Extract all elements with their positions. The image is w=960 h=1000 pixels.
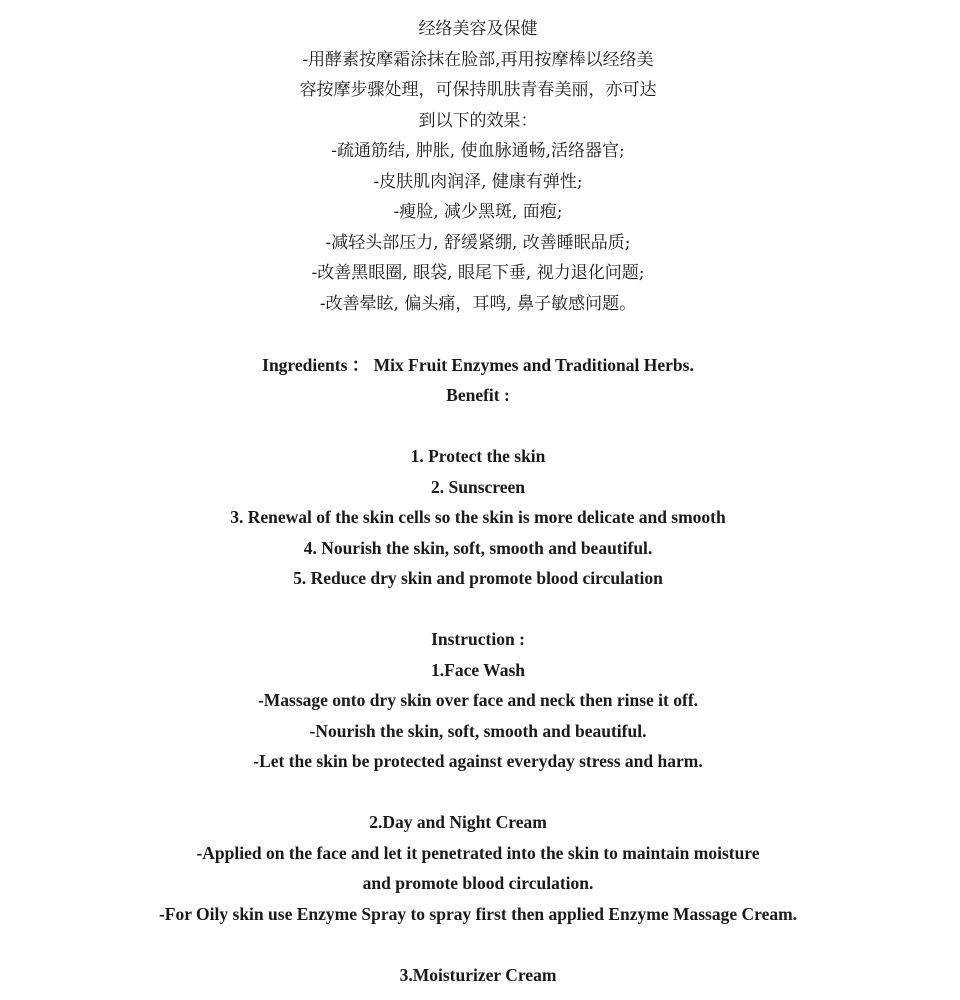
- spacer: [0, 777, 956, 808]
- chinese-line: -减轻头部压力, 舒缓紧绷, 改善睡眠品质;: [325, 232, 631, 253]
- step-line: -Nourish the skin, soft, smooth and beautiful.: [309, 720, 647, 741]
- benefit-item: 4. Nourish the skin, soft, smooth and beautiful.: [303, 537, 653, 558]
- chinese-line: -疏通筋结, 肿胀, 使血脉通畅,活络器官;: [331, 141, 625, 161]
- product-description: [0, 14, 956, 990]
- chinese-line: -皮肤肌肉润泽, 健康有弹性;: [373, 171, 583, 192]
- chinese-line: -改善黑眼圈, 眼袋, 眼尾下垂, 视力退化问题;: [311, 263, 645, 283]
- benefit-item: 3. Renewal of the skin cells so the skin is more delicate and smooth: [230, 507, 726, 527]
- benefit-heading: Benefit :: [446, 385, 510, 405]
- instruction-heading: Instruction :: [431, 629, 525, 649]
- benefit-item: 2. Sunscreen: [431, 476, 525, 497]
- step-line: -Let the skin be protected against everyday stress and harm.: [253, 751, 703, 771]
- spacer: [0, 319, 956, 350]
- ingredients-line: [0, 350, 956, 381]
- chinese-line: 到以下的效果：: [418, 110, 538, 131]
- step-title-day-night-cream: 2.Day and Night Cream: [369, 812, 547, 832]
- chinese-line: 容按摩步骤处理，可保持肌肤青春美丽，亦可达: [299, 80, 657, 100]
- spacer: [0, 929, 956, 960]
- step-line: -For Oily skin use Enzyme Spray to spray first then applied Enzyme Massage Cream.: [158, 903, 798, 924]
- chinese-line: -改善晕眩, 偏头痛，耳鸣, 鼻子敏感问题。: [319, 293, 637, 314]
- step-line: -Applied on the face and let it penetrated into the skin to maintain moisture: [196, 842, 760, 863]
- step-title-moisturizer-cream: 3.Moisturizer Cream: [399, 964, 557, 985]
- step-line: -Massage onto dry skin over face and neck then rinse it off.: [257, 690, 699, 710]
- chinese-title: 经络美容及保健: [418, 19, 538, 39]
- spacer: [0, 594, 956, 625]
- step-title-face-wash: 1.Face Wash: [431, 659, 525, 680]
- chinese-line: -瘦脸, 减少黑斑, 面疱;: [393, 202, 563, 222]
- benefit-item: 5. Reduce dry skin and promote blood circulation: [293, 568, 663, 588]
- ingredients-label: Ingredients: [262, 354, 348, 375]
- ingredients-separator: ：: [351, 354, 370, 375]
- chinese-line: -用酵素按摩霜涂抹在脸部,再用按摩棒以经络美: [302, 49, 654, 70]
- spacer: [0, 411, 956, 442]
- ingredients-value: Mix Fruit Enzymes and Traditional Herbs.: [373, 354, 694, 375]
- step-line: and promote blood circulation.: [362, 873, 594, 893]
- benefit-item: 1. Protect the skin: [410, 446, 546, 466]
